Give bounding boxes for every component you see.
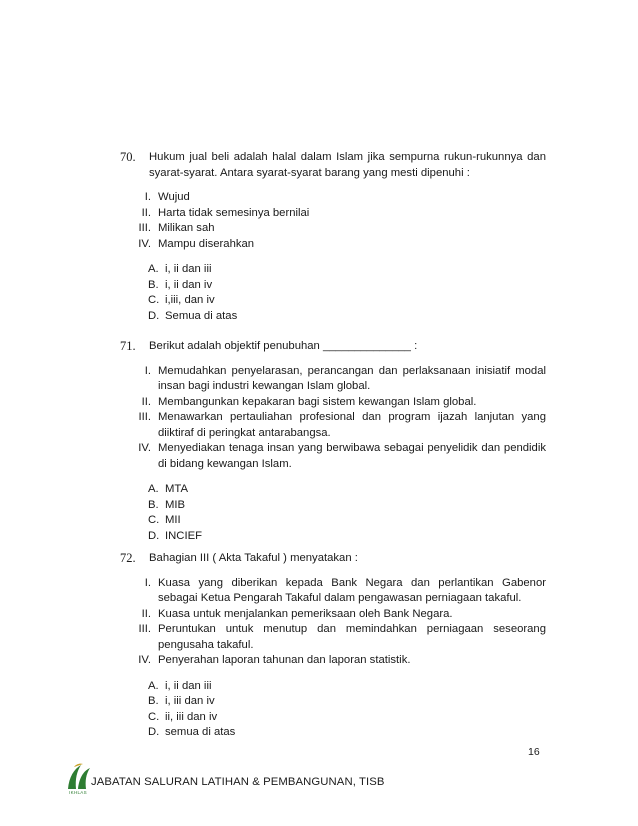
statement-number: I. (144, 364, 151, 377)
choice-text: i,iii, dan iv (165, 294, 215, 306)
statement-list (120, 190, 546, 252)
statement-item (120, 221, 546, 237)
statement-number: II. (141, 395, 151, 408)
choice-letter: C. (148, 514, 160, 526)
choice-letter: D. (148, 529, 160, 542)
statement-text: Harta tidak semesinya bernilai (158, 206, 310, 219)
statement-item (120, 653, 546, 669)
choice-item (120, 710, 546, 726)
question-stem: Berikut adalah objektif penubuhan ______________ : (149, 340, 418, 352)
statement-number: IV. (138, 237, 151, 250)
choice-list (120, 679, 546, 741)
statement-text: Peruntukan untuk menutup dan memindahkan perniagaan seseorang pengusaha takaful. (158, 623, 546, 651)
question-71 (120, 339, 546, 544)
statement-text: Mampu diserahkan (158, 237, 255, 250)
statement-item (120, 441, 546, 472)
question-head (120, 551, 546, 567)
statement-text: Memudahkan penyelarasan, perancangan dan perlaksanaan inisiatif modal insan bagi industri kewangan Islam global. (158, 364, 546, 392)
footer-text: JABATAN SALURAN LATIHAN & PEMBANGUNAN, TISB (91, 776, 385, 788)
choice-letter: A. (148, 679, 159, 692)
statement-number: III. (138, 411, 151, 423)
statement-list (120, 364, 546, 473)
choice-item (120, 725, 546, 741)
statement-text: Penyerahan laporan tahunan dan laporan statistik. (158, 654, 411, 666)
choice-text: MII (165, 514, 181, 526)
choice-text: i, ii dan iv (165, 278, 213, 291)
question-number: 70. (120, 150, 136, 164)
ikhlas-logo-icon (65, 761, 93, 791)
statement-text: Milikan sah (158, 222, 215, 234)
choice-text: MTA (165, 483, 189, 495)
choice-letter: B. (148, 695, 159, 707)
choice-letter: A. (148, 263, 159, 275)
choice-letter: C. (148, 294, 160, 306)
statement-item (120, 190, 546, 206)
statement-number: I. (144, 576, 151, 589)
statement-item (120, 206, 546, 222)
statement-text: Menyediakan tenaga insan yang berwibawa sebagai penyelidik dan pendidik di bidang kewangan Islam. (158, 442, 546, 470)
statement-text: Kuasa yang diberikan kepada Bank Negara dan perlantikan Gabenor sebagai Ketua Pengarah Takaful dalam pengawasan perniagaan takaful. (158, 576, 546, 604)
choice-text: ii, iii dan iv (165, 710, 218, 723)
statement-item (120, 576, 546, 607)
choice-item (120, 293, 546, 309)
statement-item (120, 410, 546, 441)
page-number: 16 (528, 746, 540, 758)
statement-number: III. (138, 222, 151, 234)
choice-letter: A. (148, 483, 159, 495)
statement-text: Wujud (158, 191, 190, 203)
question-stem: Hukum jual beli adalah halal dalam Islam jika sempurna rukun-rukunnya dan syarat-syarat. Antara syarat-syarat barang yang mesti dipenuhi : (149, 151, 546, 179)
logo-caption: IKHLAS (69, 790, 87, 795)
choice-text: i, ii dan iii (165, 263, 212, 275)
statement-text: Kuasa untuk menjalankan pemeriksaan oleh Bank Negara. (158, 607, 453, 620)
statement-number: IV. (138, 442, 151, 454)
choice-text: semua di atas (165, 726, 236, 738)
choice-list (120, 482, 546, 544)
statement-text: Menawarkan pertauliahan profesional dan program ijazah lanjutan yang diiktiraf di peringkat antarabangsa. (158, 411, 546, 439)
statement-number: II. (141, 206, 151, 219)
question-number: 72. (120, 551, 136, 565)
choice-letter: B. (148, 498, 159, 511)
statement-item (120, 395, 546, 411)
question-70 (120, 150, 546, 324)
question-number: 71. (120, 339, 136, 353)
choice-item (120, 278, 546, 294)
choice-text: i, iii dan iv (165, 695, 215, 707)
statement-item (120, 607, 546, 623)
question-stem: Bahagian III ( Akta Takaful ) menyatakan : (149, 552, 358, 564)
statement-number: III. (138, 623, 151, 635)
question-72 (120, 551, 546, 741)
choice-letter: C. (148, 710, 160, 723)
choice-item (120, 694, 546, 710)
choice-text: Semua di atas (165, 309, 238, 322)
choice-text: i, ii dan iii (165, 679, 212, 692)
choice-letter: D. (148, 309, 160, 322)
statement-list (120, 576, 546, 669)
statement-text: Membangunkan kepakaran bagi sistem kewangan Islam global. (158, 395, 477, 408)
choice-item (120, 513, 546, 529)
choice-letter: D. (148, 726, 160, 738)
choice-item (120, 679, 546, 695)
choice-list (120, 262, 546, 324)
statement-item (120, 364, 546, 395)
choice-item (120, 309, 546, 325)
statement-item (120, 237, 546, 253)
choice-text: INCIEF (165, 529, 203, 542)
question-head (120, 339, 546, 355)
choice-letter: B. (148, 278, 159, 291)
statement-number: II. (141, 607, 151, 620)
statement-number: IV. (138, 654, 151, 666)
statement-item (120, 622, 546, 653)
question-head (120, 150, 546, 181)
choice-item (120, 498, 546, 514)
choice-text: MIB (165, 498, 186, 511)
statement-number: I. (144, 191, 151, 203)
choice-item (120, 482, 546, 498)
choice-item (120, 529, 546, 545)
choice-item (120, 262, 546, 278)
